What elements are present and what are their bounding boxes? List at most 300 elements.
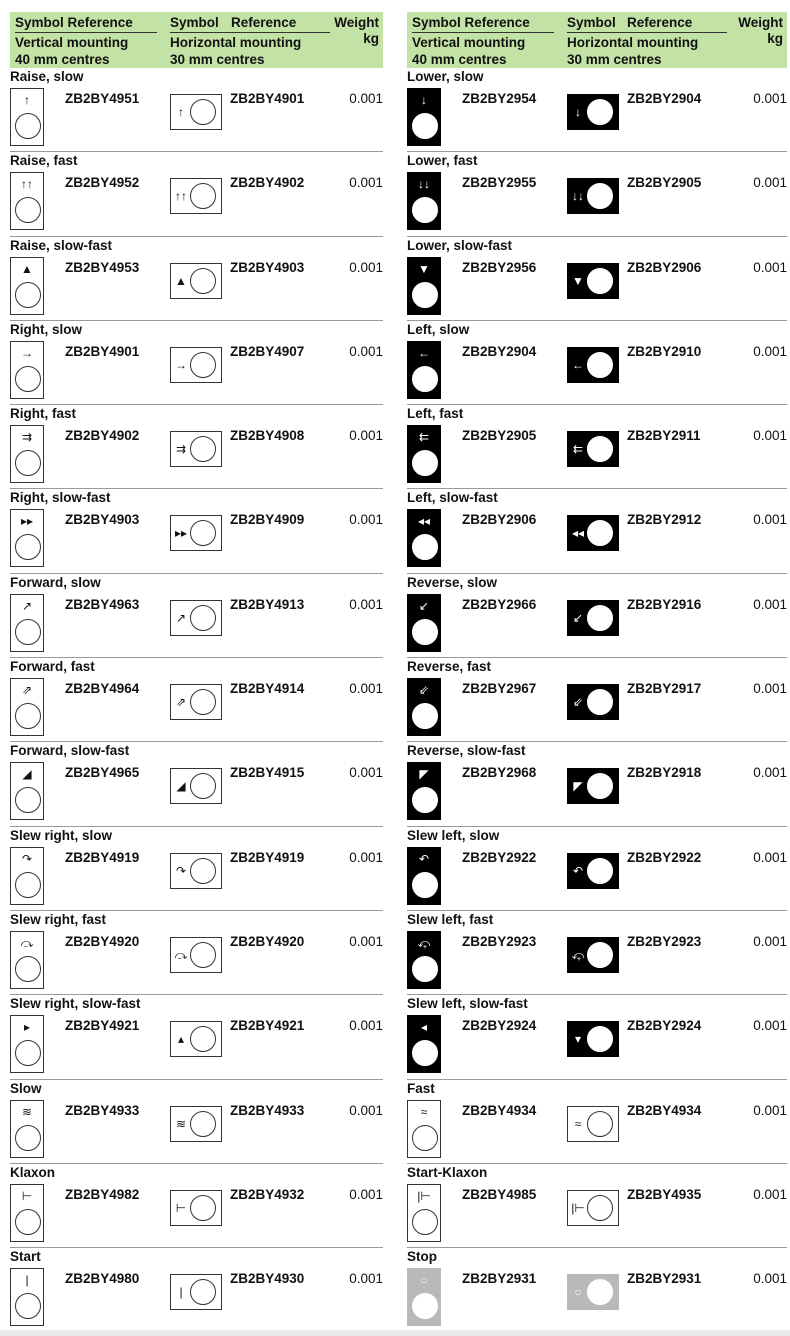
table-row — [407, 1248, 787, 1332]
horizontal-reference: ZB2BY4913 — [230, 596, 305, 612]
horizontal-reference: ZB2BY4935 — [627, 1186, 702, 1202]
horizontal-legend-symbol — [567, 178, 619, 214]
button-circle-icon — [412, 1209, 438, 1235]
button-circle-icon — [412, 1293, 438, 1319]
horizontal-legend-symbol — [170, 178, 222, 214]
vertical-legend-symbol — [10, 88, 44, 146]
horizontal-legend-symbol — [170, 347, 222, 383]
symbol-icon: ◤ — [573, 779, 583, 794]
header-reference: Reference — [231, 15, 297, 30]
vertical-reference: ZB2BY2967 — [462, 681, 537, 697]
function-name: Right, slow — [10, 321, 82, 337]
vertical-reference: ZB2BY4921 — [65, 1018, 140, 1034]
header-symbol: Symbol — [170, 15, 219, 30]
button-circle-icon — [412, 282, 438, 308]
symbol-icon: ↓ — [421, 93, 427, 107]
table-row — [407, 405, 787, 489]
weight-value: 0.001 — [349, 175, 383, 191]
horizontal-legend-symbol — [567, 94, 619, 130]
table-row — [407, 152, 787, 236]
symbol-icon: | — [179, 1285, 183, 1300]
symbol-icon: ⊢ — [21, 1188, 33, 1203]
horizontal-reference: ZB2BY2918 — [627, 765, 702, 781]
symbol-icon: ⤼ — [20, 935, 34, 950]
symbol-icon: |⊢ — [571, 1200, 585, 1215]
horizontal-legend-symbol — [170, 263, 222, 299]
button-circle-icon — [412, 787, 438, 813]
table-row — [407, 574, 787, 658]
horizontal-reference: ZB2BY2904 — [627, 91, 702, 106]
weight-value: 0.001 — [349, 512, 383, 528]
function-name: Slew left, fast — [407, 911, 494, 927]
horizontal-legend-symbol — [170, 768, 222, 804]
weight-value: 0.001 — [349, 933, 383, 949]
horizontal-legend-symbol — [567, 431, 619, 467]
horizontal-reference: ZB2BY2931 — [627, 1271, 702, 1287]
symbol-icon: ◤ — [419, 767, 429, 782]
symbol-icon: |⊢ — [417, 1188, 431, 1203]
function-name: Reverse, fast — [407, 659, 492, 675]
horizontal-legend-symbol — [170, 1106, 222, 1142]
horizontal-legend-symbol — [170, 515, 222, 551]
vertical-legend-symbol — [407, 847, 441, 905]
vertical-reference: ZB2BY2954 — [462, 91, 537, 106]
table-row — [10, 995, 383, 1079]
vertical-reference: ZB2BY4934 — [462, 1102, 537, 1118]
button-circle-icon — [15, 787, 41, 813]
table-row — [10, 658, 383, 742]
function-name: Lower, slow — [407, 69, 484, 84]
weight-value: 0.001 — [753, 1186, 787, 1202]
button-circle-icon — [15, 113, 41, 139]
button-circle-icon — [15, 619, 41, 645]
vertical-legend-symbol — [10, 931, 44, 989]
symbol-icon: ⇉ — [175, 442, 187, 457]
symbol-icon: ▸▸ — [174, 526, 188, 541]
button-circle-icon — [190, 773, 216, 799]
symbol-icon: ⇗ — [21, 683, 33, 698]
horizontal-reference: ZB2BY4914 — [230, 681, 305, 697]
table-header — [407, 12, 787, 68]
vertical-legend-symbol — [10, 1015, 44, 1073]
horizontal-reference: ZB2BY4934 — [627, 1102, 702, 1118]
function-name: Left, slow — [407, 321, 470, 337]
symbol-icon: ▲ — [175, 273, 187, 288]
horizontal-reference: ZB2BY4907 — [230, 343, 305, 359]
table-row — [407, 827, 787, 911]
table-row — [407, 321, 787, 405]
function-name: Start-Klaxon — [407, 1164, 488, 1180]
header-divider — [170, 32, 330, 33]
button-circle-icon — [587, 858, 613, 884]
vertical-reference: ZB2BY2904 — [462, 343, 537, 359]
button-circle-icon — [587, 605, 613, 631]
weight-value: 0.001 — [349, 1186, 383, 1202]
button-circle-icon — [412, 113, 438, 139]
vertical-reference: ZB2BY4985 — [462, 1186, 537, 1202]
button-circle-icon — [587, 436, 613, 462]
vertical-legend-symbol — [10, 847, 44, 905]
table-row — [407, 489, 787, 573]
header-divider — [15, 32, 157, 33]
horizontal-reference: ZB2BY4932 — [230, 1186, 305, 1202]
table-row — [10, 405, 383, 489]
symbol-icon: ↙ — [572, 610, 584, 625]
page-bottom-band — [0, 1330, 790, 1336]
weight-value: 0.001 — [349, 765, 383, 781]
button-circle-icon — [587, 1111, 613, 1137]
horizontal-reference: ZB2BY4903 — [230, 259, 305, 275]
weight-value: 0.001 — [349, 428, 383, 444]
horizontal-reference: ZB2BY2911 — [627, 428, 701, 444]
vertical-legend-symbol — [10, 762, 44, 820]
symbol-icon: ⤼ — [174, 947, 188, 962]
horizontal-reference: ZB2BY2923 — [627, 933, 702, 949]
vertical-legend-symbol — [10, 594, 44, 652]
button-circle-icon — [15, 703, 41, 729]
table-row — [10, 574, 383, 658]
function-name: Start — [10, 1249, 41, 1265]
symbol-icon: ⇗ — [175, 695, 187, 710]
symbol-icon: ⊢ — [175, 1200, 187, 1215]
function-name: Left, slow-fast — [407, 490, 498, 506]
vertical-legend-symbol — [10, 1184, 44, 1242]
function-name: Slew left, slow-fast — [407, 996, 528, 1012]
horizontal-legend-symbol — [567, 1190, 619, 1226]
vertical-legend-symbol — [10, 509, 44, 567]
button-circle-icon — [190, 183, 216, 209]
weight-value: 0.001 — [753, 849, 787, 865]
button-circle-icon — [15, 197, 41, 223]
horizontal-reference: ZB2BY4919 — [230, 849, 305, 865]
button-circle-icon — [587, 689, 613, 715]
table-row — [10, 321, 383, 405]
horizontal-legend-symbol — [567, 600, 619, 636]
button-circle-icon — [412, 1040, 438, 1066]
symbol-icon: ⇉ — [21, 430, 33, 445]
table-row — [407, 237, 787, 321]
weight-value: 0.001 — [349, 596, 383, 612]
vertical-reference: ZB2BY2955 — [462, 175, 537, 191]
symbol-icon: ↓ — [575, 105, 581, 119]
button-circle-icon — [15, 1293, 41, 1319]
symbol-icon: ↶ — [418, 851, 430, 866]
symbol-icon: | — [25, 1273, 29, 1288]
button-circle-icon — [190, 1279, 216, 1305]
header-weight: Weight — [738, 15, 783, 30]
symbol-icon: ▲ — [21, 261, 33, 276]
vertical-legend-symbol — [10, 341, 44, 399]
symbol-icon: ○ — [574, 1285, 582, 1300]
vertical-reference: ZB2BY4920 — [65, 933, 140, 949]
right-reference-table — [407, 12, 787, 1332]
function-name: Reverse, slow — [407, 574, 498, 590]
table-row — [407, 995, 787, 1079]
weight-value: 0.001 — [349, 1018, 383, 1034]
button-circle-icon — [412, 1125, 438, 1151]
function-name: Reverse, slow-fast — [407, 743, 526, 759]
right-rows — [407, 68, 787, 1332]
horizontal-legend-symbol — [170, 431, 222, 467]
vertical-legend-symbol — [407, 1100, 441, 1158]
horizontal-reference: ZB2BY2906 — [627, 259, 702, 275]
vertical-reference: ZB2BY4953 — [65, 259, 140, 275]
button-circle-icon — [190, 858, 216, 884]
horizontal-legend-symbol — [170, 600, 222, 636]
symbol-icon: ◢ — [22, 767, 32, 782]
horizontal-reference: ZB2BY4915 — [230, 765, 305, 781]
horizontal-reference: ZB2BY4921 — [230, 1018, 305, 1034]
vertical-reference: ZB2BY4902 — [65, 428, 140, 444]
weight-value: 0.001 — [753, 933, 787, 949]
button-circle-icon — [15, 956, 41, 982]
function-name: Slew left, slow — [407, 827, 500, 843]
horizontal-reference: ZB2BY4920 — [230, 933, 305, 949]
symbol-icon: ↶ — [572, 863, 584, 878]
horizontal-reference: ZB2BY2905 — [627, 175, 702, 191]
function-name: Forward, slow — [10, 574, 101, 590]
symbol-icon: ▸ — [23, 1020, 31, 1035]
vertical-legend-symbol — [407, 341, 441, 399]
horizontal-reference: ZB2BY2917 — [627, 681, 702, 697]
horizontal-reference: ZB2BY2916 — [627, 596, 702, 612]
header-horizontal-mounting: Horizontal mounting 30 mm centres — [567, 35, 699, 67]
table-row — [10, 489, 383, 573]
symbol-icon: ⇙ — [572, 695, 584, 710]
symbol-icon: ▸▸ — [20, 514, 34, 529]
horizontal-reference: ZB2BY2922 — [627, 849, 702, 865]
header-vertical-mounting: Vertical mounting 40 mm centres — [412, 35, 526, 67]
table-row — [10, 152, 383, 236]
symbol-icon: ↓↓ — [572, 189, 584, 204]
button-circle-icon — [190, 436, 216, 462]
vertical-legend-symbol — [10, 257, 44, 315]
function-name: Klaxon — [10, 1164, 56, 1180]
button-circle-icon — [587, 183, 613, 209]
function-name: Right, fast — [10, 406, 76, 422]
horizontal-legend-symbol — [170, 937, 222, 973]
button-circle-icon — [587, 268, 613, 294]
vertical-reference: ZB2BY4919 — [65, 849, 140, 865]
vertical-reference: ZB2BY4903 — [65, 512, 140, 528]
vertical-reference: ZB2BY2931 — [462, 1271, 537, 1287]
button-circle-icon — [412, 956, 438, 982]
vertical-reference: ZB2BY2923 — [462, 933, 537, 949]
horizontal-legend-symbol — [567, 684, 619, 720]
button-circle-icon — [190, 1026, 216, 1052]
vertical-reference: ZB2BY2956 — [462, 259, 537, 275]
button-circle-icon — [15, 450, 41, 476]
horizontal-reference: ZB2BY4901 — [230, 91, 305, 106]
function-name: Left, fast — [407, 406, 464, 422]
button-circle-icon — [587, 1195, 613, 1221]
button-circle-icon — [412, 534, 438, 560]
symbol-icon: ↑↑ — [21, 177, 33, 192]
button-circle-icon — [190, 942, 216, 968]
header-reference: Reference — [627, 15, 693, 30]
left-reference-table — [10, 12, 383, 1332]
vertical-reference: ZB2BY2905 — [462, 428, 537, 444]
horizontal-legend-symbol — [567, 263, 619, 299]
horizontal-legend-symbol — [170, 1274, 222, 1310]
table-row — [10, 827, 383, 911]
vertical-legend-symbol — [407, 88, 441, 146]
symbol-icon: ↑ — [178, 105, 184, 119]
weight-value: 0.001 — [753, 1271, 787, 1287]
table-row — [10, 68, 383, 152]
vertical-legend-symbol — [10, 172, 44, 230]
weight-value: 0.001 — [349, 681, 383, 697]
function-name: Lower, fast — [407, 153, 478, 169]
button-circle-icon — [190, 99, 216, 125]
weight-value: 0.001 — [753, 428, 787, 444]
weight-value: 0.001 — [753, 596, 787, 612]
symbol-icon: ≈ — [574, 1116, 582, 1131]
button-circle-icon — [190, 268, 216, 294]
symbol-icon: ▾ — [574, 1032, 582, 1047]
button-circle-icon — [412, 450, 438, 476]
vertical-reference: ZB2BY4901 — [65, 343, 140, 359]
symbol-icon: ↷ — [175, 863, 187, 878]
weight-value: 0.001 — [753, 91, 787, 106]
button-circle-icon — [587, 942, 613, 968]
button-circle-icon — [15, 1209, 41, 1235]
button-circle-icon — [412, 872, 438, 898]
function-name: Lower, slow-fast — [407, 237, 513, 253]
vertical-reference: ZB2BY4963 — [65, 596, 140, 612]
button-circle-icon — [15, 1125, 41, 1151]
horizontal-reference: ZB2BY2924 — [627, 1018, 702, 1034]
button-circle-icon — [190, 689, 216, 715]
weight-value: 0.001 — [753, 765, 787, 781]
table-row — [407, 911, 787, 995]
horizontal-reference: ZB2BY2910 — [627, 343, 702, 359]
horizontal-reference: ZB2BY4933 — [230, 1102, 305, 1118]
symbol-icon: ◂◂ — [417, 514, 431, 529]
button-circle-icon — [412, 366, 438, 392]
button-circle-icon — [15, 872, 41, 898]
symbol-icon: ↙ — [418, 598, 430, 613]
vertical-legend-symbol — [407, 931, 441, 989]
symbol-icon: ◂ — [420, 1020, 428, 1035]
horizontal-legend-symbol — [567, 937, 619, 973]
vertical-legend-symbol — [407, 509, 441, 567]
symbol-icon: ▼ — [418, 261, 430, 276]
vertical-reference: ZB2BY4982 — [65, 1186, 140, 1202]
button-circle-icon — [412, 703, 438, 729]
function-name: Slew right, slow — [10, 827, 113, 843]
weight-value: 0.001 — [349, 343, 383, 359]
button-circle-icon — [587, 520, 613, 546]
weight-value: 0.001 — [753, 1018, 787, 1034]
header-horizontal-mounting: Horizontal mounting 30 mm centres — [170, 35, 302, 67]
weight-value: 0.001 — [349, 1102, 383, 1118]
symbol-icon: ⇙ — [418, 683, 430, 698]
vertical-legend-symbol — [407, 1015, 441, 1073]
button-circle-icon — [587, 1279, 613, 1305]
vertical-legend-symbol — [407, 762, 441, 820]
table-row — [10, 1080, 383, 1164]
button-circle-icon — [190, 1111, 216, 1137]
horizontal-legend-symbol — [567, 853, 619, 889]
button-circle-icon — [190, 520, 216, 546]
vertical-legend-symbol — [407, 678, 441, 736]
weight-value: 0.001 — [753, 175, 787, 191]
function-name: Slew right, slow-fast — [10, 996, 141, 1012]
vertical-reference: ZB2BY4964 — [65, 681, 140, 697]
header-divider — [567, 32, 727, 33]
table-row — [407, 1164, 787, 1248]
weight-value: 0.001 — [753, 1102, 787, 1118]
symbol-icon: → — [21, 345, 33, 360]
symbol-icon: ≋ — [175, 1116, 187, 1131]
function-name: Raise, slow — [10, 69, 84, 84]
weight-value: 0.001 — [753, 512, 787, 528]
symbol-icon: ◂◂ — [571, 526, 585, 541]
horizontal-legend-symbol — [567, 1274, 619, 1310]
symbol-icon: ▼ — [572, 273, 584, 288]
table-row — [10, 1248, 383, 1332]
function-name: Raise, fast — [10, 153, 78, 169]
weight-value: 0.001 — [753, 259, 787, 275]
vertical-legend-symbol — [10, 1268, 44, 1326]
weight-value: 0.001 — [349, 91, 383, 106]
symbol-icon: → — [175, 357, 187, 372]
table-row — [10, 911, 383, 995]
header-symbol-reference: Symbol Reference — [412, 15, 530, 30]
symbol-icon: ↑↑ — [175, 189, 187, 204]
horizontal-legend-symbol — [567, 768, 619, 804]
horizontal-legend-symbol — [567, 1106, 619, 1142]
symbol-icon: ← — [418, 345, 430, 360]
vertical-reference: ZB2BY2906 — [462, 512, 537, 528]
symbol-icon: ⤽ — [571, 947, 585, 962]
horizontal-reference: ZB2BY2912 — [627, 512, 702, 528]
header-symbol: Symbol — [567, 15, 616, 30]
vertical-legend-symbol — [407, 425, 441, 483]
horizontal-legend-symbol — [170, 684, 222, 720]
horizontal-reference: ZB2BY4930 — [230, 1271, 305, 1287]
vertical-reference: ZB2BY4951 — [65, 91, 140, 106]
symbol-icon: ▴ — [177, 1032, 185, 1047]
function-name: Slow — [10, 1080, 42, 1096]
button-circle-icon — [190, 352, 216, 378]
function-name: Slew right, fast — [10, 911, 107, 927]
symbol-icon: ↷ — [21, 851, 33, 866]
header-weight: Weight — [334, 15, 379, 30]
horizontal-legend-symbol — [170, 1190, 222, 1226]
symbol-icon: ↗ — [175, 610, 187, 625]
vertical-reference: ZB2BY4933 — [65, 1102, 140, 1118]
vertical-legend-symbol — [407, 257, 441, 315]
header-weight-unit: kg — [363, 31, 379, 46]
button-circle-icon — [15, 282, 41, 308]
symbol-icon: ≈ — [420, 1104, 428, 1119]
vertical-reference: ZB2BY4952 — [65, 175, 140, 191]
vertical-legend-symbol — [10, 678, 44, 736]
button-circle-icon — [587, 352, 613, 378]
weight-value: 0.001 — [349, 1271, 383, 1287]
table-row — [407, 1080, 787, 1164]
table-row — [407, 68, 787, 152]
horizontal-reference: ZB2BY4908 — [230, 428, 305, 444]
table-header — [10, 12, 383, 68]
horizontal-legend-symbol — [170, 94, 222, 130]
symbol-icon: ⇇ — [572, 442, 584, 457]
function-name: Stop — [407, 1249, 437, 1265]
vertical-legend-symbol — [10, 425, 44, 483]
horizontal-legend-symbol — [170, 853, 222, 889]
